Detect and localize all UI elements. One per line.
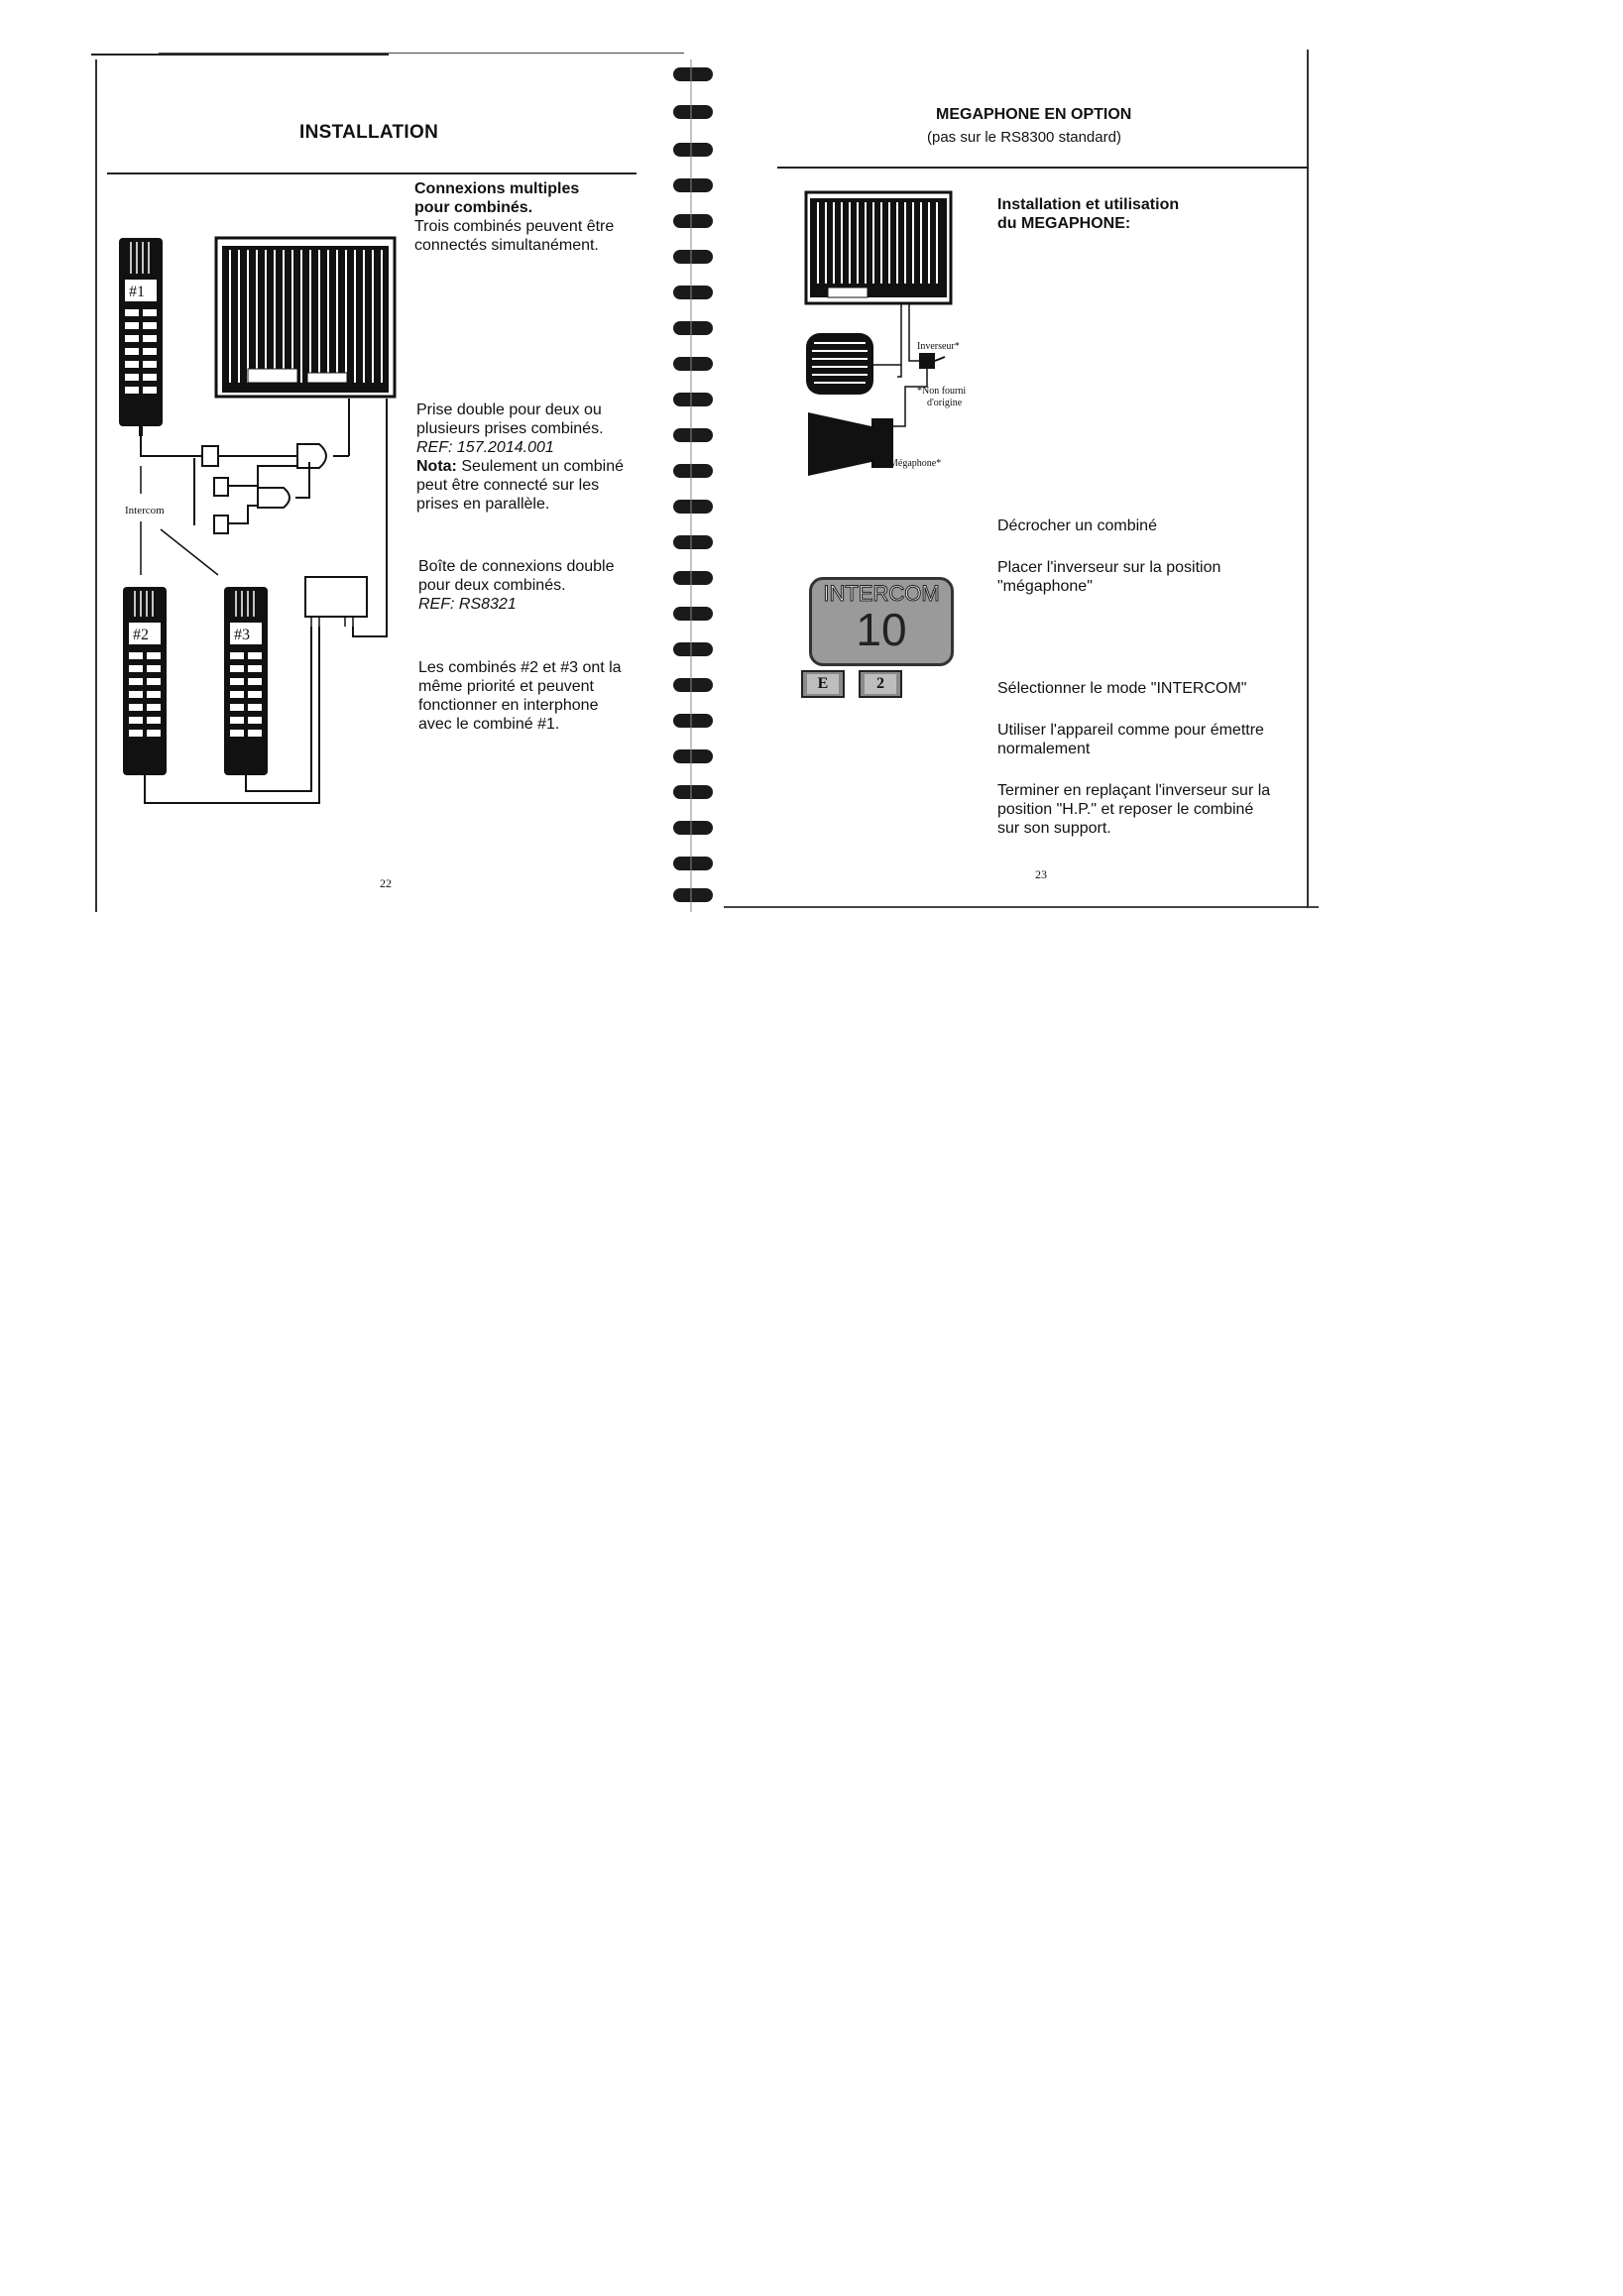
bottom-edge-right — [724, 906, 1319, 908]
speaker — [806, 333, 873, 395]
step-4b: normalement — [997, 741, 1091, 757]
key-e — [801, 670, 845, 698]
step-3: Sélectionner le mode "INTERCOM" — [997, 680, 1247, 697]
key-2 — [859, 670, 902, 698]
priority-text-4: avec le combiné #1. — [418, 716, 560, 733]
left-page-number: 22 — [380, 876, 392, 890]
megaphone-heading-2: du MEGAPHONE: — [997, 215, 1131, 232]
multi-text-1: Trois combinés peuvent être — [414, 218, 615, 235]
step-1: Décrocher un combiné — [997, 517, 1157, 534]
priority-text-3: fonctionner en interphone — [418, 697, 599, 714]
socket-text-2: plusieurs prises combinés. — [416, 420, 604, 437]
key-e-label: E — [807, 674, 839, 694]
megaphone-label: Mégaphone* — [889, 458, 942, 469]
intercom-display-label: INTERCOM — [823, 581, 940, 606]
megaphone-horn — [808, 412, 893, 476]
intercom-arrows — [141, 466, 218, 575]
spiral-binding — [669, 59, 739, 912]
switch-label: Inverseur* — [917, 341, 960, 352]
key-2-label: 2 — [865, 674, 896, 694]
megaphone-diagram — [798, 188, 1016, 486]
right-page-border — [1307, 50, 1309, 908]
handset-1 — [119, 238, 163, 436]
step-5a: Terminer en replaçant l'inverseur sur la — [997, 782, 1271, 799]
priority-text-1: Les combinés #2 et #3 ont la — [418, 659, 622, 676]
priority-text-2: même priorité et peuvent — [418, 678, 594, 695]
socket-wiring — [141, 399, 349, 533]
step-4a: Utiliser l'appareil comme pour émettre — [997, 722, 1264, 739]
intercom-display — [809, 577, 954, 666]
intercom-display-number: 10 — [856, 604, 907, 655]
intercom-label: Intercom — [125, 505, 165, 517]
handset-1-label: #1 — [129, 284, 145, 300]
left-title-rule — [107, 172, 637, 174]
left-page-title: INSTALLATION — [299, 122, 439, 143]
multi-text-2: connectés simultanément. — [414, 237, 599, 254]
step-2a: Placer l'inverseur sur la position — [997, 559, 1221, 576]
nota-text-3: prises en parallèle. — [416, 496, 550, 513]
radio-unit — [216, 238, 395, 397]
right-page-subtitle: (pas sur le RS8300 standard) — [927, 129, 1121, 146]
multi-heading-2: pour combinés. — [414, 199, 533, 216]
box-text-1: Boîte de connexions double — [418, 558, 615, 575]
right-page-number: 23 — [1035, 867, 1047, 881]
socket-ref: REF: 157.2014.001 — [416, 439, 554, 456]
socket-text-1: Prise double pour deux ou — [416, 402, 602, 418]
handset-2-label: #2 — [133, 627, 149, 643]
nota-line-1 — [416, 457, 624, 476]
megaphone-wiring — [873, 303, 927, 426]
nota-text-2: peut être connecté sur les — [416, 477, 600, 494]
nota-label: Nota: — [416, 458, 457, 475]
box-text-2: pour deux combinés. — [418, 577, 566, 594]
step-2b: "mégaphone" — [997, 578, 1093, 595]
top-edge-left — [91, 54, 389, 56]
megaphone-heading-1: Installation et utilisation — [997, 196, 1180, 213]
right-title-rule — [777, 167, 1309, 169]
handset-3 — [224, 587, 268, 775]
multi-handset-diagram — [99, 228, 397, 823]
step-5c: sur son support. — [997, 820, 1111, 837]
box-ref: REF: RS8321 — [418, 596, 517, 613]
switch — [919, 353, 945, 369]
left-page-border — [95, 59, 97, 912]
step-5b: position "H.P." et reposer le combiné — [997, 801, 1254, 818]
handset-3-label: #3 — [234, 627, 250, 643]
multi-heading-1: Connexions multiples — [414, 180, 580, 197]
not-supplied-2: d'origine — [927, 398, 963, 408]
radio-unit-right — [806, 192, 951, 303]
not-supplied-1: *Non fourni — [917, 386, 967, 397]
right-page-title: MEGAPHONE EN OPTION — [936, 106, 1132, 123]
connection-box — [305, 577, 367, 627]
top-edge-left-2 — [159, 53, 684, 54]
handset-2 — [123, 587, 167, 775]
nota-text-1: Seulement un combiné — [456, 458, 624, 475]
